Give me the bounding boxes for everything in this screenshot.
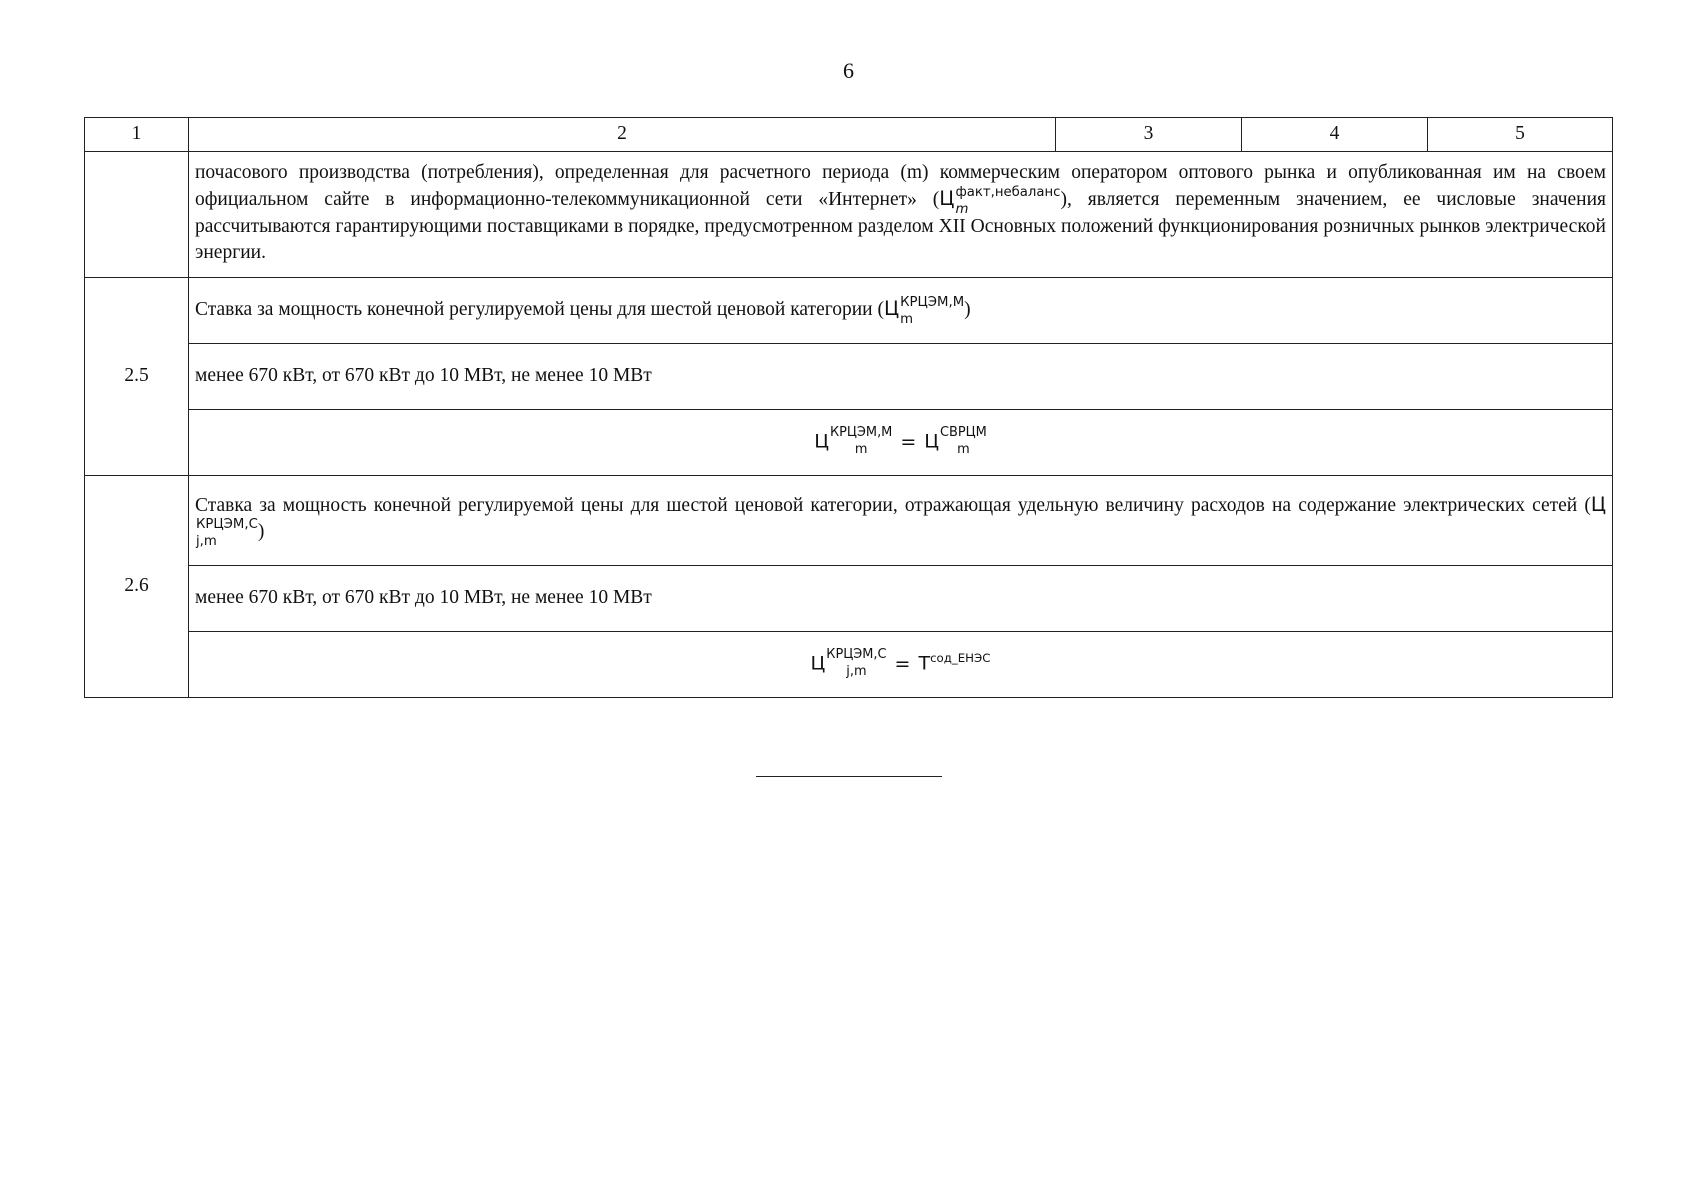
row-number: 2.5 — [85, 277, 189, 475]
column-header: 4 — [1242, 118, 1428, 152]
row-title-close: ) — [257, 521, 265, 543]
table-header-row — [85, 118, 1613, 152]
formula-cell — [189, 631, 1613, 697]
formula-indices — [955, 184, 1061, 217]
equals-sign: = — [894, 652, 911, 675]
row-title-cell — [189, 475, 1613, 565]
formula-cell — [189, 409, 1613, 475]
table-row-2-6-title — [85, 475, 1613, 565]
formula-superscript: КРЦЭМ,С — [826, 647, 887, 663]
formula-indices — [900, 294, 965, 327]
continuation-text-cell — [189, 152, 1613, 278]
formula-symbol: Ц — [1590, 493, 1606, 517]
formula-symbol: Т — [918, 652, 931, 675]
end-of-document-line — [756, 776, 942, 777]
formula-symbol: Ц — [939, 187, 955, 211]
formula-superscript: факт,небаланс — [955, 184, 1061, 200]
power-ranges: менее 670 кВт, от 670 кВт до 10 МВт, не менее 10 МВт — [189, 565, 1613, 631]
formula-subscript: m — [900, 311, 914, 327]
row-title: Ставка за мощность конечной регулируемой цены для шестой ценовой категории, отражающая удельную величину расходов на содержание электрических сетей ( — [195, 495, 1591, 517]
equals-sign: = — [900, 430, 917, 453]
table-row-2-5-title — [85, 277, 1613, 343]
formula-symbol: Ц — [814, 430, 829, 453]
page-number: 6 — [843, 58, 854, 83]
formula-symbol: Ц — [924, 430, 939, 453]
column-header: 5 — [1428, 118, 1613, 152]
row-number-cell — [85, 152, 189, 278]
formula-indices — [826, 647, 887, 680]
formula-subscript: j,m — [196, 534, 217, 550]
tariff-table — [84, 117, 1613, 698]
row-title-close: ) — [964, 299, 971, 321]
formula-superscript: КРЦЭМ,М — [900, 294, 965, 310]
formula-subscript: j,m — [846, 664, 867, 680]
row-title-cell — [189, 277, 1613, 343]
column-header: 1 — [85, 118, 189, 152]
formula-subscript: m — [957, 442, 970, 458]
table-row-2-6-formula — [85, 631, 1613, 697]
power-ranges: менее 670 кВт, от 670 кВт до 10 МВт, не менее 10 МВт — [189, 343, 1613, 409]
row-title: Ставка за мощность конечной регулируемой цены для шестой ценовой категории ( — [195, 299, 884, 321]
formula-superscript: КРЦЭМ,С — [196, 516, 258, 532]
table-row-continuation — [85, 152, 1613, 278]
column-header: 3 — [1056, 118, 1242, 152]
table-row-2-6-ranges — [85, 565, 1613, 631]
formula-superscript: СВРЦМ — [940, 425, 987, 441]
formula-indices — [196, 516, 258, 550]
formula-indices — [829, 425, 893, 458]
formula-indices — [940, 425, 987, 458]
column-header: 2 — [189, 118, 1056, 152]
formula-subscript: m — [854, 442, 868, 458]
table-row-2-5-ranges — [85, 343, 1613, 409]
table-row-2-5-formula — [85, 409, 1613, 475]
continuation-text: почасового производства (потребления), определенная для расчетного периода (m) коммерческим оператором оптового рынка и опубликованная им на своем официальном сайте в информационно-телекоммуникационной сети «Интернет» ( — [195, 162, 1606, 211]
row-number: 2.6 — [85, 475, 189, 697]
formula-subscript: m — [955, 201, 969, 217]
formula-superscript: сод_ЕНЭС — [930, 651, 991, 666]
formula-superscript: КРЦЭМ,М — [829, 425, 893, 441]
continuation-text-end: ), является переменным значением, ее числовые значения рассчитываются гарантирующими поставщиками в порядке, предусмотренном разделом XII Основных положений функционирования розничных рынков электрической энергии. — [195, 189, 1607, 264]
formula-symbol: Ц — [810, 652, 826, 675]
formula-symbol: Ц — [883, 297, 900, 321]
